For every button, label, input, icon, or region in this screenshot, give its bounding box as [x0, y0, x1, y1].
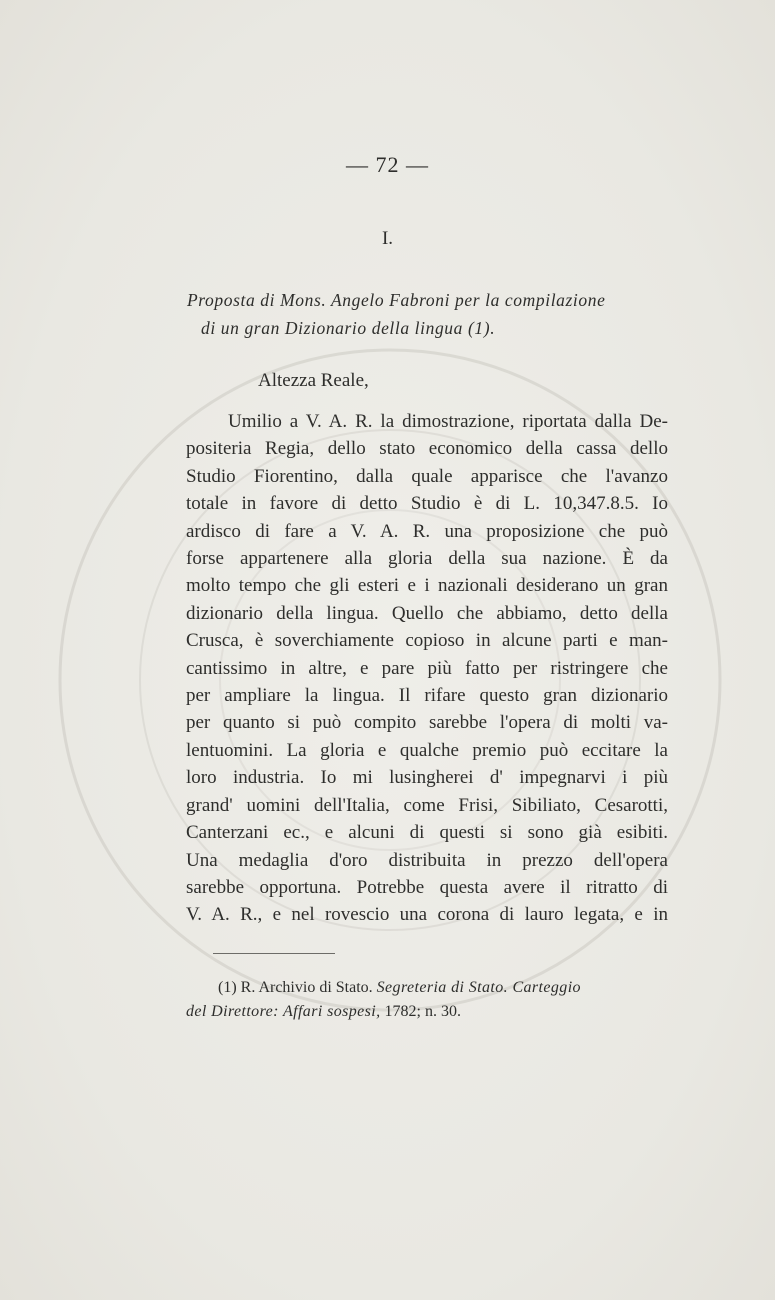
footnote-line	[186, 1000, 668, 1024]
title-line: di un gran Dizionario della lingua (1).	[201, 318, 496, 338]
page-number: — 72 —	[346, 152, 429, 177]
salutation: Altezza Reale,	[258, 370, 369, 391]
footnote-series: Segreteria di Stato. Carteggio	[376, 979, 581, 996]
text-line: loro industria. Io mi lusingherei d' impegnarvi i più	[186, 767, 668, 789]
text-line: per quanto si può compito sarebbe l'opera di molti va-	[186, 712, 668, 734]
text-line: molto tempo che gli esteri e i nazionali desiderano un gran	[186, 575, 668, 597]
footnote-source: (1) R. Archivio di Stato.	[218, 979, 373, 996]
footnote-subseries: del Direttore: Affari sospesi,	[186, 1003, 381, 1020]
text-line: lentuomini. La gloria e qualche premio può eccitare la	[186, 739, 668, 761]
text-line: V. A. R., e nel rovescio una corona di lauro legata, e in	[186, 904, 668, 926]
footnote-reference: 1782; n. 30.	[384, 1003, 461, 1020]
document-title	[187, 286, 672, 342]
title-line: Proposta di Mons. Angelo Fabroni per la compilazione	[187, 290, 606, 310]
text-line: forse appartenere alla gloria della sua nazione. È da	[186, 548, 668, 570]
text-line: cantissimo in altre, e pare più fatto per ristringere che	[186, 657, 668, 679]
text-line: ardisco di fare a V. A. R. una proposizione che può	[186, 520, 668, 542]
section-number: I.	[381, 228, 394, 249]
text-line: totale in favore di detto Studio è di L. 10,347.8.5. Io	[186, 493, 668, 515]
text-line: per ampliare la lingua. Il rifare questo gran dizionario	[186, 685, 668, 707]
text-line: Una medaglia d'oro distribuita in prezzo dell'opera	[186, 849, 668, 871]
footnote	[186, 976, 668, 1024]
text-line: sarebbe opportuna. Potrebbe questa avere il ritratto di	[186, 876, 668, 898]
body-paragraph	[186, 408, 668, 929]
text-line: Studio Fiorentino, dalla quale apparisce che l'avanzo	[186, 465, 668, 487]
footnote-divider	[213, 953, 335, 954]
text-line: Umilio a V. A. R. la dimostrazione, riportata dalla De-	[228, 411, 668, 432]
text-line: positeria Regia, dello stato economico della cassa dello	[186, 438, 668, 460]
text-line: grand' uomini dell'Italia, come Frisi, Sibiliato, Cesarotti,	[186, 794, 668, 816]
text-line: dizionario della lingua. Quello che abbiamo, detto della	[186, 602, 668, 624]
footnote-line	[186, 976, 668, 1000]
text-line: Crusca, è soverchiamente copioso in alcune parti e man-	[186, 630, 668, 652]
text-line: Canterzani ec., e alcuni di questi si sono già esibiti.	[186, 822, 668, 844]
